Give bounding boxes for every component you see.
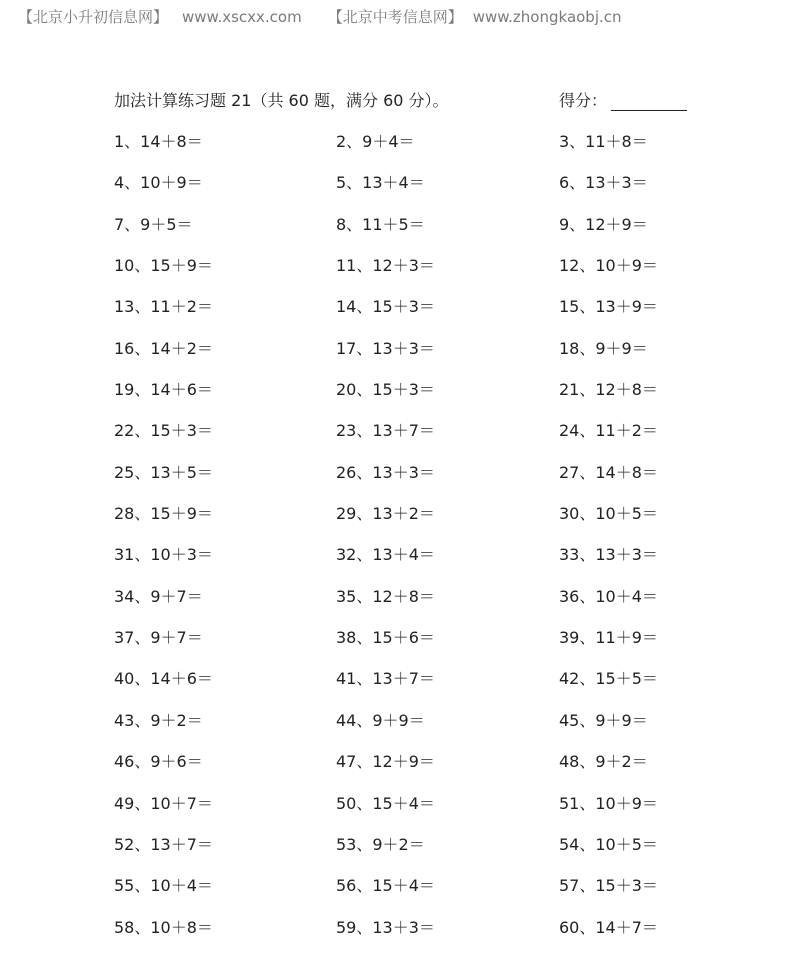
- problem-item: 15、13＋9＝: [559, 297, 658, 317]
- problem-item: 12、10＋9＝: [559, 256, 658, 276]
- problem-item: 9、12＋9＝: [559, 214, 648, 234]
- problem-row: [114, 377, 774, 418]
- problem-item: 20、15＋3＝: [336, 380, 435, 400]
- problem-item: 57、15＋3＝: [559, 876, 658, 896]
- problem-row: [114, 129, 774, 170]
- problem-item: 52、13＋7＝: [114, 834, 213, 854]
- score-blank-line[interactable]: [611, 94, 687, 111]
- score-label: 得分：: [559, 91, 608, 110]
- worksheet-title: 加法计算练习题 21（共 60 题，满分 60 分）。: [114, 91, 449, 110]
- site2-url[interactable]: www.zhongkaobj.cn: [472, 8, 622, 26]
- problem-item: 2、9＋4＝: [336, 132, 415, 151]
- problem-item: 1、14＋8＝: [114, 132, 203, 151]
- problem-row: [114, 708, 774, 749]
- problem-item: 13、11＋2＝: [114, 297, 213, 317]
- problem-row: [114, 253, 774, 294]
- problem-item: 28、15＋9＝: [114, 504, 213, 524]
- problem-item: 29、13＋2＝: [336, 504, 435, 524]
- problem-item: 56、15＋4＝: [336, 876, 435, 896]
- problem-item: 36、10＋4＝: [559, 586, 658, 606]
- problem-item: 24、11＋2＝: [559, 421, 658, 441]
- problem-row: [114, 666, 774, 707]
- problem-item: 50、15＋4＝: [336, 793, 435, 813]
- site1-name: 【北京小升初信息网】: [18, 8, 169, 26]
- problem-item: 39、11＋9＝: [559, 628, 658, 648]
- problem-item: 60、14＋7＝: [559, 917, 658, 937]
- problem-item: 41、13＋7＝: [336, 669, 435, 689]
- problem-item: 58、10＋8＝: [114, 917, 213, 937]
- problem-item: 11、12＋3＝: [336, 256, 435, 276]
- problem-item: 30、10＋5＝: [559, 504, 658, 524]
- problem-item: 37、9＋7＝: [114, 628, 203, 648]
- problem-item: 43、9＋2＝: [114, 710, 203, 730]
- problem-row: [114, 460, 774, 501]
- site2-name: 【北京中考信息网】: [327, 8, 463, 26]
- problem-item: 49、10＋7＝: [114, 793, 213, 813]
- problem-row: [114, 212, 774, 253]
- problem-item: 18、9＋9＝: [559, 338, 648, 358]
- problem-item: 21、12＋8＝: [559, 380, 658, 400]
- problem-item: 54、10＋5＝: [559, 834, 658, 854]
- page-header: [18, 6, 622, 27]
- problem-item: 38、15＋6＝: [336, 628, 435, 648]
- problem-item: 46、9＋6＝: [114, 752, 203, 772]
- problem-item: 6、13＋3＝: [559, 173, 648, 193]
- problem-row: [114, 418, 774, 459]
- problem-row: [114, 584, 774, 625]
- problem-item: 31、10＋3＝: [114, 545, 213, 565]
- problem-item: 19、14＋6＝: [114, 380, 213, 400]
- problem-item: 26、13＋3＝: [336, 462, 435, 482]
- problem-row: [114, 791, 774, 832]
- problem-grid: [114, 129, 774, 956]
- problem-item: 44、9＋9＝: [336, 710, 425, 730]
- problem-row: [114, 873, 774, 914]
- problem-item: 16、14＋2＝: [114, 338, 213, 358]
- problem-item: 14、15＋3＝: [336, 297, 435, 317]
- problem-row: [114, 501, 774, 542]
- problem-item: 17、13＋3＝: [336, 338, 435, 358]
- problem-item: 8、11＋5＝: [336, 214, 425, 234]
- problem-item: 22、15＋3＝: [114, 421, 213, 441]
- problem-item: 35、12＋8＝: [336, 586, 435, 606]
- problem-item: 23、13＋7＝: [336, 421, 435, 441]
- problem-row: [114, 915, 774, 956]
- problem-item: 33、13＋3＝: [559, 545, 658, 565]
- problem-row: [114, 294, 774, 335]
- problem-row: [114, 542, 774, 583]
- problem-row: [114, 625, 774, 666]
- problem-item: 34、9＋7＝: [114, 586, 203, 606]
- problem-item: 32、13＋4＝: [336, 545, 435, 565]
- problem-item: 45、9＋9＝: [559, 710, 648, 730]
- site1-url[interactable]: www.xscxx.com: [182, 8, 302, 26]
- problem-row: [114, 749, 774, 790]
- problem-item: 53、9＋2＝: [336, 834, 425, 854]
- problem-row: [114, 832, 774, 873]
- problem-item: 47、12＋9＝: [336, 752, 435, 772]
- problem-item: 25、13＋5＝: [114, 462, 213, 482]
- score-field: [559, 88, 687, 111]
- problem-item: 59、13＋3＝: [336, 917, 435, 937]
- problem-item: 5、13＋4＝: [336, 173, 425, 193]
- problem-item: 3、11＋8＝: [559, 132, 648, 151]
- problem-item: 4、10＋9＝: [114, 173, 203, 193]
- problem-item: 42、15＋5＝: [559, 669, 658, 689]
- problem-row: [114, 170, 774, 211]
- problem-item: 7、9＋5＝: [114, 214, 193, 234]
- problem-item: 48、9＋2＝: [559, 752, 648, 772]
- problem-item: 40、14＋6＝: [114, 669, 213, 689]
- problem-item: 27、14＋8＝: [559, 462, 658, 482]
- problem-item: 51、10＋9＝: [559, 793, 658, 813]
- problem-item: 55、10＋4＝: [114, 876, 213, 896]
- problem-item: 10、15＋9＝: [114, 256, 213, 276]
- problem-row: [114, 336, 774, 377]
